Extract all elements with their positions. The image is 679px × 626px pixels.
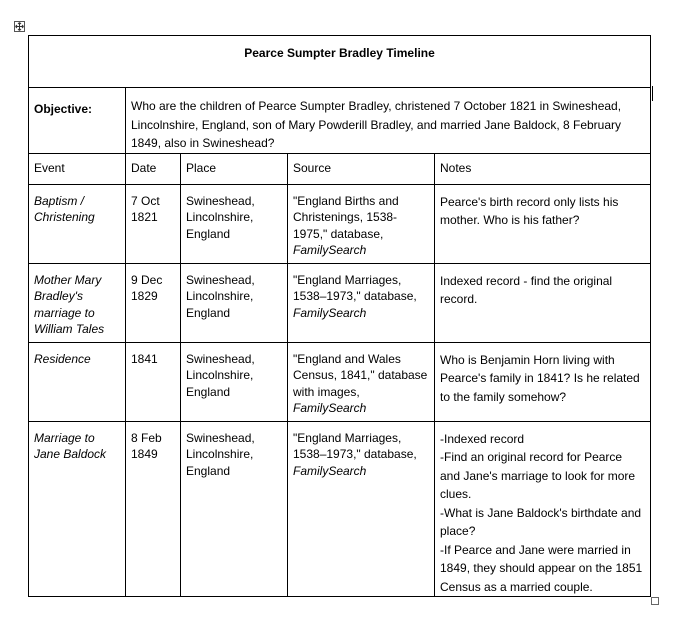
event-cell[interactable]: Marriage to Jane Baldock bbox=[29, 421, 126, 597]
table-resize-handle[interactable] bbox=[651, 597, 659, 605]
table-row bbox=[29, 184, 651, 263]
event-cell[interactable]: Mother Mary Bradley's marriage to William Tales bbox=[29, 263, 126, 342]
objective-text[interactable]: Who are the children of Pearce Sumpter Bradley, christened 7 October 1821 in Swineshead, Lincolnshire, England, son of Mary Powderill Bradley, and married Jane Baldock, 8 February 1849, also in Swineshead? bbox=[126, 88, 651, 154]
source-cell[interactable] bbox=[288, 342, 435, 421]
header-place[interactable]: Place bbox=[181, 153, 288, 184]
date-cell[interactable]: 9 Dec 1829 bbox=[126, 263, 181, 342]
source-text: "England and Wales Census, 1841," database with images, bbox=[293, 351, 428, 399]
event-cell[interactable]: Baptism / Christening bbox=[29, 184, 126, 263]
header-source[interactable]: Source bbox=[288, 153, 435, 184]
date-cell[interactable]: 8 Feb 1849 bbox=[126, 421, 181, 597]
table-row bbox=[29, 421, 651, 597]
date-cell[interactable]: 1841 bbox=[126, 342, 181, 421]
table-row bbox=[29, 342, 651, 421]
source-italic: FamilySearch bbox=[293, 243, 367, 257]
notes-cell[interactable] bbox=[435, 342, 651, 421]
table-title[interactable]: Pearce Sumpter Bradley Timeline bbox=[29, 36, 651, 88]
text-cursor bbox=[652, 86, 653, 101]
note-line: -If Pearce and Jane were married in 1849, they should appear on the 1851 Census as a married couple. bbox=[440, 542, 643, 594]
note-line: -Indexed record bbox=[440, 431, 525, 446]
notes-cell[interactable] bbox=[435, 263, 651, 342]
source-cell[interactable] bbox=[288, 184, 435, 263]
source-cell[interactable] bbox=[288, 263, 435, 342]
note-line: -What is Jane Baldock's birthdate and place? bbox=[440, 505, 642, 538]
timeline-table bbox=[28, 35, 651, 597]
place-cell[interactable]: Swineshead, Lincolnshire, England bbox=[181, 342, 288, 421]
notes-cell[interactable] bbox=[435, 184, 651, 263]
objective-label[interactable]: Objective: bbox=[29, 88, 126, 154]
title-row bbox=[29, 36, 651, 88]
event-cell[interactable]: Residence bbox=[29, 342, 126, 421]
note-line: Who is Benjamin Horn living with Pearce's family in 1841? Is he related to the family somehow? bbox=[440, 352, 640, 404]
table-move-handle-icon[interactable] bbox=[14, 21, 25, 32]
place-cell[interactable]: Swineshead, Lincolnshire, England bbox=[181, 421, 288, 597]
source-cell[interactable] bbox=[288, 421, 435, 597]
date-cell[interactable]: 7 Oct 1821 bbox=[126, 184, 181, 263]
place-cell[interactable]: Swineshead, Lincolnshire, England bbox=[181, 184, 288, 263]
header-row bbox=[29, 153, 651, 184]
header-notes[interactable]: Notes bbox=[435, 153, 651, 184]
source-text: "England Births and Christenings, 1538-1975," database, bbox=[293, 193, 399, 241]
header-date[interactable]: Date bbox=[126, 153, 181, 184]
objective-row bbox=[29, 88, 651, 154]
source-italic: FamilySearch bbox=[293, 401, 367, 415]
note-line: Pearce's birth record only lists his mother. Who is his father? bbox=[440, 194, 619, 227]
source-italic: FamilySearch bbox=[293, 463, 367, 478]
source-italic: FamilySearch bbox=[293, 305, 367, 320]
header-event[interactable]: Event bbox=[29, 153, 126, 184]
source-text: "England Marriages, 1538–1973," database, bbox=[293, 272, 417, 303]
table-row bbox=[29, 263, 651, 342]
notes-cell[interactable] bbox=[435, 421, 651, 597]
note-line: Indexed record - find the original record. bbox=[440, 273, 613, 306]
source-text: "England Marriages, 1538–1973," database, bbox=[293, 430, 417, 461]
note-line: -Find an original record for Pearce and Jane's marriage to look for more clues. bbox=[440, 450, 636, 501]
place-cell[interactable]: Swineshead, Lincolnshire, England bbox=[181, 263, 288, 342]
